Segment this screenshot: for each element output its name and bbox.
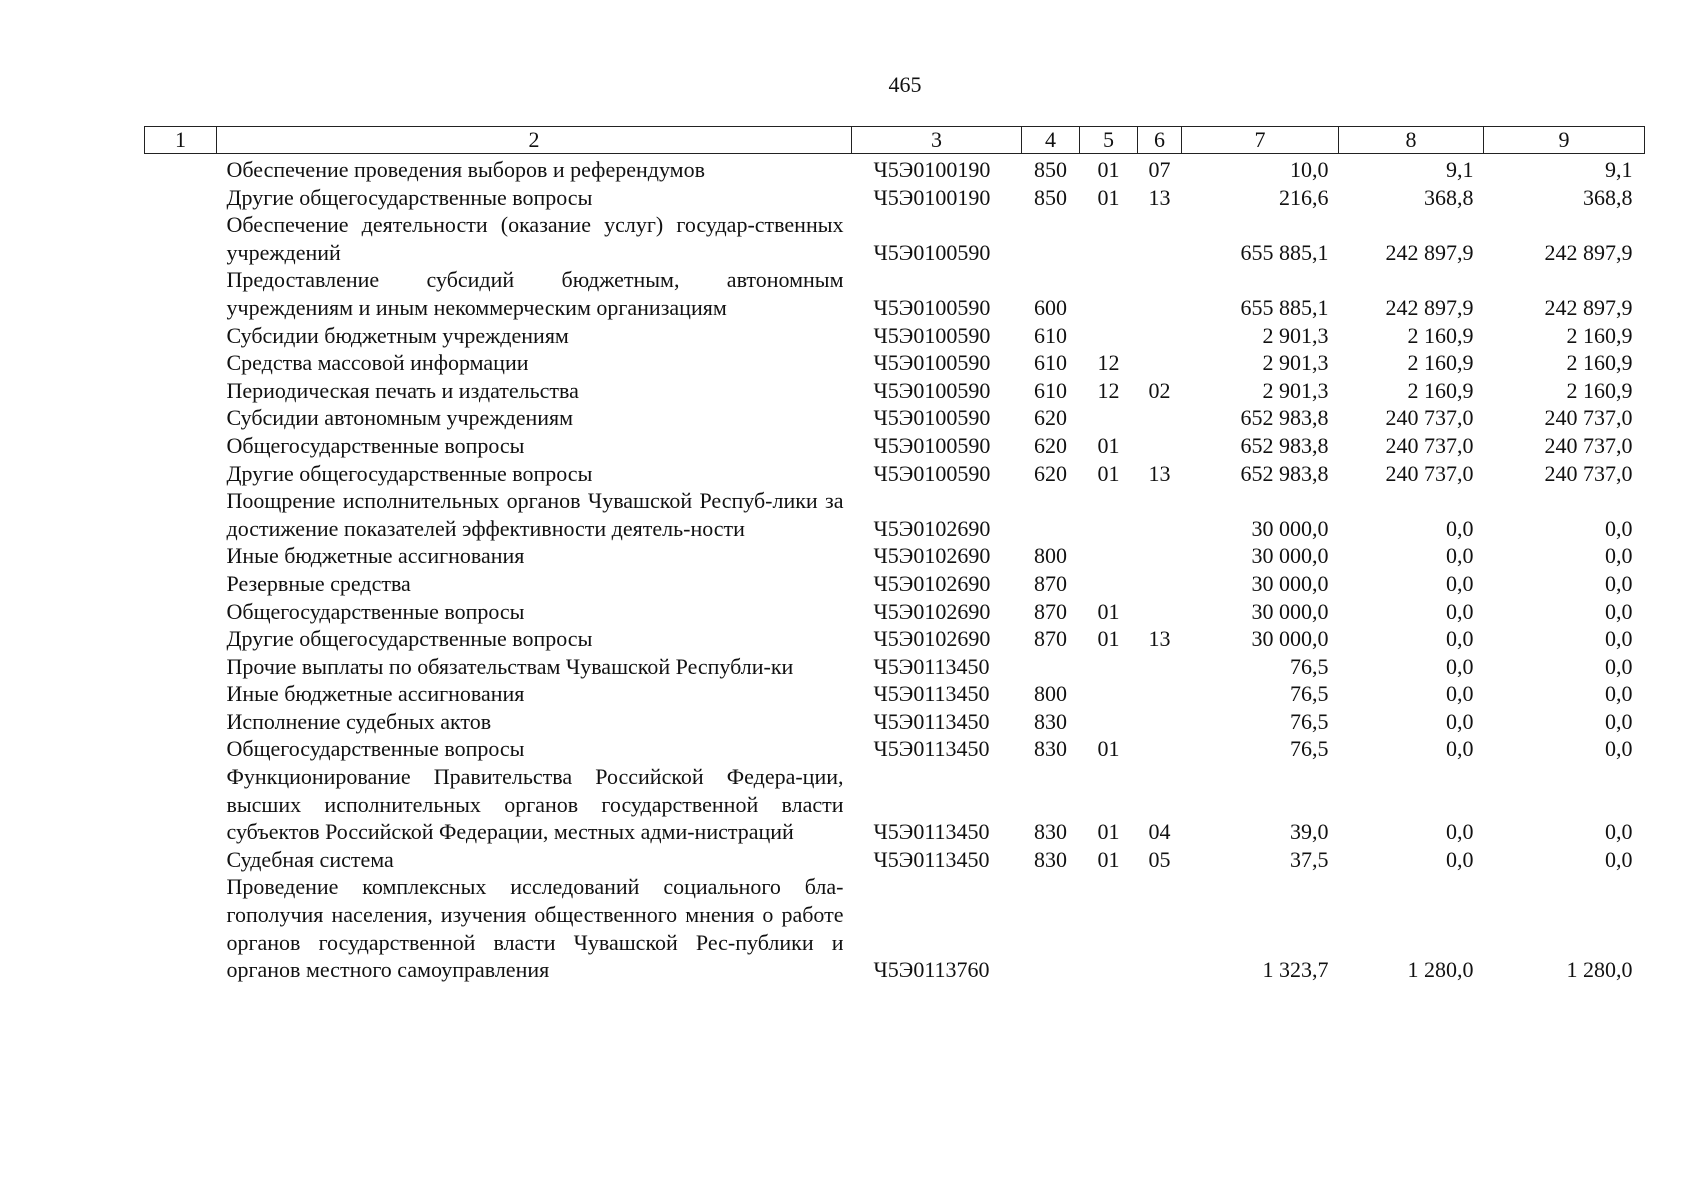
row-col-6 [1138,735,1182,763]
row-value-8: 0,0 [1446,543,1474,569]
row-col-5 [1080,404,1138,432]
row-code: Ч5Э0100590 [873,377,991,403]
row-col-1 [145,211,217,266]
row-value-7: 39,0 [1290,819,1329,845]
row-col-1 [145,154,217,184]
row-value-7: 652 983,8 [1240,460,1329,486]
row-value-7: 2 901,3 [1262,322,1329,348]
table-row [145,542,1645,570]
row-value-7: 652 983,8 [1240,432,1329,458]
row-col-5: 12 [1097,350,1120,376]
table-row [145,211,1645,266]
row-col-1 [145,570,217,598]
row-name: Другие общегосударственные вопросы [226,184,593,210]
row-value-9: 9,1 [1605,157,1633,182]
row-col-4: 850 [1034,184,1067,210]
row-col-1 [145,432,217,460]
row-value-9: 242 897,9 [1544,294,1633,320]
row-col-6 [1138,680,1182,708]
table-row [145,487,1645,542]
row-col-6: 13 [1148,460,1171,486]
table-header [145,127,1645,154]
row-col-1 [145,487,217,542]
row-col-4: 870 [1034,626,1067,652]
header-col-1: 1 [145,127,217,154]
row-value-7: 76,5 [1290,736,1329,762]
row-col-1 [145,266,217,321]
row-value-8: 0,0 [1446,736,1474,762]
table-row [145,625,1645,653]
row-col-1 [145,322,217,350]
row-col-6: 04 [1148,819,1171,845]
row-col-6 [1138,266,1182,321]
table-row [145,873,1645,983]
row-value-8: 240 737,0 [1385,460,1474,486]
row-name: Обеспечение деятельности (оказание услуг) государ-ственных учреждений [226,212,844,265]
row-col-6 [1138,708,1182,736]
row-code: Ч5Э0102690 [873,570,991,596]
table-row [145,154,1645,184]
row-value-8: 2 160,9 [1407,377,1474,403]
row-col-1 [145,735,217,763]
row-col-5: 12 [1097,377,1120,403]
header-col-4: 4 [1022,127,1080,154]
row-value-7: 655 885,1 [1240,294,1329,320]
row-value-9: 0,0 [1605,653,1633,679]
row-value-8: 0,0 [1446,515,1474,541]
page-number: 465 [888,72,922,97]
row-code: Ч5Э0102690 [873,626,991,652]
table-row [145,708,1645,736]
row-col-6 [1138,570,1182,598]
row-col-4: 800 [1034,543,1067,569]
row-col-5 [1080,487,1138,542]
row-col-5 [1080,680,1138,708]
row-col-5: 01 [1097,736,1120,762]
row-value-9: 0,0 [1605,819,1633,845]
row-col-6 [1138,487,1182,542]
header-col-9: 9 [1484,127,1645,154]
row-col-1 [145,873,217,983]
table-row [145,570,1645,598]
row-code: Ч5Э0113450 [873,653,990,679]
row-col-5: 01 [1097,846,1120,872]
row-col-4: 870 [1034,598,1067,624]
row-name: Проведение комплексных исследований социального бла-гополучия населения, изучения общественного мнения о работе органов государственной власти Чувашской Рес-публики и органов местного самоуправления [226,874,844,983]
row-name: Субсидии бюджетным учреждениям [226,322,569,348]
row-col-6 [1138,653,1182,681]
row-value-9: 2 160,9 [1566,322,1633,348]
row-value-7: 76,5 [1290,708,1329,734]
header-col-6: 6 [1138,127,1182,154]
row-value-8: 0,0 [1446,570,1474,596]
row-code: Ч5Э0113450 [873,819,990,845]
row-value-7: 652 983,8 [1240,405,1329,431]
row-value-8: 9,1 [1446,157,1474,182]
table-row [145,266,1645,321]
row-col-6 [1138,542,1182,570]
row-code: Ч5Э0102690 [873,598,991,624]
row-value-8: 0,0 [1446,681,1474,707]
row-name: Периодическая печать и издательства [226,377,579,403]
row-col-1 [145,349,217,377]
row-value-9: 0,0 [1605,515,1633,541]
row-col-1 [145,598,217,626]
row-value-9: 0,0 [1605,598,1633,624]
header-col-2: 2 [217,127,852,154]
row-col-5 [1080,873,1138,983]
row-col-5: 01 [1097,598,1120,624]
row-value-7: 1 323,7 [1262,957,1329,983]
header-col-7: 7 [1182,127,1339,154]
row-col-5: 01 [1097,157,1120,182]
row-code: Ч5Э0100590 [873,322,991,348]
row-col-1 [145,404,217,432]
row-value-8: 0,0 [1446,819,1474,845]
row-code: Ч5Э0100190 [873,157,991,182]
row-col-4: 830 [1034,846,1067,872]
row-col-6 [1138,322,1182,350]
row-col-4: 870 [1034,570,1067,596]
row-col-5 [1080,211,1138,266]
row-col-6 [1138,432,1182,460]
row-col-1 [145,846,217,874]
row-value-7: 30 000,0 [1251,570,1329,596]
row-col-4: 850 [1034,157,1067,182]
row-value-7: 2 901,3 [1262,377,1329,403]
row-code: Ч5Э0113450 [873,846,990,872]
row-col-1 [145,763,217,846]
row-name: Средства массовой информации [226,350,529,376]
row-value-8: 1 280,0 [1407,957,1474,983]
row-value-9: 0,0 [1605,626,1633,652]
row-code: Ч5Э0113760 [873,957,990,983]
row-name: Общегосударственные вопросы [226,432,525,458]
row-value-9: 0,0 [1605,681,1633,707]
header-col-3: 3 [852,127,1022,154]
row-name: Судебная система [226,846,394,872]
row-col-1 [145,625,217,653]
row-col-4 [1022,211,1080,266]
header-col-8: 8 [1339,127,1484,154]
row-value-9: 1 280,0 [1566,957,1633,983]
row-value-8: 240 737,0 [1385,432,1474,458]
row-code: Ч5Э0113450 [873,708,990,734]
row-value-8: 0,0 [1446,598,1474,624]
row-col-5 [1080,708,1138,736]
row-name: Иные бюджетные ассигнования [226,543,525,569]
row-name: Предоставление субсидий бюджетным, автономным учреждениям и иным некоммерческим организациям [226,267,844,320]
row-col-5: 01 [1097,460,1120,486]
row-col-4: 610 [1034,350,1067,376]
table-row [145,653,1645,681]
row-name: Другие общегосударственные вопросы [226,460,593,486]
row-col-5 [1080,570,1138,598]
row-value-7: 76,5 [1290,653,1329,679]
row-col-4: 610 [1034,377,1067,403]
table-row [145,846,1645,874]
header-col-5: 5 [1080,127,1138,154]
row-name: Резервные средства [226,570,411,596]
table-row [145,680,1645,708]
row-col-1 [145,184,217,212]
row-col-5: 01 [1097,184,1120,210]
row-col-1 [145,680,217,708]
row-col-6 [1138,211,1182,266]
row-value-7: 76,5 [1290,681,1329,707]
row-col-4: 620 [1034,405,1067,431]
row-value-7: 655 885,1 [1240,239,1329,265]
row-name: Общегосударственные вопросы [226,736,525,762]
row-value-9: 240 737,0 [1544,405,1633,431]
row-code: Ч5Э0100590 [873,460,991,486]
row-col-5 [1080,322,1138,350]
budget-table [144,126,1645,984]
row-value-8: 0,0 [1446,653,1474,679]
table-row [145,184,1645,212]
row-col-6: 07 [1148,157,1171,182]
row-value-7: 216,6 [1279,184,1329,210]
row-col-4: 620 [1034,432,1067,458]
row-value-9: 240 737,0 [1544,432,1633,458]
row-value-8: 0,0 [1446,708,1474,734]
table-row [145,349,1645,377]
row-value-9: 0,0 [1605,708,1633,734]
row-value-7: 30 000,0 [1251,626,1329,652]
table-body [145,154,1645,984]
row-code: Ч5Э0100190 [873,184,991,210]
row-col-4: 830 [1034,736,1067,762]
table-row [145,598,1645,626]
row-name: Прочие выплаты по обязательствам Чувашской Республи-ки [226,653,794,679]
row-col-4: 610 [1034,322,1067,348]
row-col-6 [1138,873,1182,983]
table-row [145,735,1645,763]
row-col-6: 02 [1148,377,1171,403]
row-col-6: 13 [1148,626,1171,652]
row-value-8: 368,8 [1424,184,1474,210]
row-code: Ч5Э0100590 [873,239,991,265]
row-value-7: 2 901,3 [1262,350,1329,376]
row-col-5: 01 [1097,432,1120,458]
row-col-6 [1138,349,1182,377]
row-value-7: 10,0 [1290,157,1329,182]
row-value-8: 2 160,9 [1407,322,1474,348]
row-value-7: 30 000,0 [1251,543,1329,569]
table-row [145,763,1645,846]
row-name: Субсидии автономным учреждениям [226,405,574,431]
row-col-4: 830 [1034,708,1067,734]
row-col-1 [145,542,217,570]
row-col-5: 01 [1097,626,1120,652]
row-col-6: 05 [1148,846,1171,872]
row-col-4 [1022,487,1080,542]
row-value-9: 0,0 [1605,846,1633,872]
row-col-6 [1138,598,1182,626]
row-code: Ч5Э0100590 [873,350,991,376]
row-value-8: 242 897,9 [1385,294,1474,320]
table-row [145,432,1645,460]
row-col-4: 830 [1034,819,1067,845]
row-value-8: 242 897,9 [1385,239,1474,265]
row-code: Ч5Э0113450 [873,681,990,707]
table-row [145,460,1645,488]
row-col-5 [1080,266,1138,321]
table-row [145,377,1645,405]
row-value-9: 0,0 [1605,736,1633,762]
row-value-7: 30 000,0 [1251,515,1329,541]
row-value-7: 37,5 [1290,846,1329,872]
row-value-9: 2 160,9 [1566,350,1633,376]
row-name: Другие общегосударственные вопросы [226,626,593,652]
row-value-9: 0,0 [1605,543,1633,569]
row-name: Исполнение судебных актов [226,708,492,734]
row-code: Ч5Э0100590 [873,405,991,431]
row-value-9: 368,8 [1583,184,1633,210]
row-code: Ч5Э0100590 [873,294,991,320]
row-name: Поощрение исполнительных органов Чувашской Респуб-лики за достижение показателей эффективности деятель-ности [226,488,844,541]
row-col-6 [1138,404,1182,432]
row-col-1 [145,708,217,736]
row-value-7: 30 000,0 [1251,598,1329,624]
row-col-1 [145,653,217,681]
row-value-8: 0,0 [1446,846,1474,872]
row-col-4 [1022,873,1080,983]
row-col-4: 800 [1034,681,1067,707]
row-value-9: 240 737,0 [1544,460,1633,486]
row-col-4: 620 [1034,460,1067,486]
row-code: Ч5Э0102690 [873,543,991,569]
row-col-5 [1080,653,1138,681]
row-col-5: 01 [1097,819,1120,845]
row-value-8: 0,0 [1446,626,1474,652]
row-code: Ч5Э0100590 [873,432,991,458]
table-row [145,404,1645,432]
row-code: Ч5Э0102690 [873,515,991,541]
row-col-4 [1022,653,1080,681]
row-col-1 [145,460,217,488]
row-col-5 [1080,542,1138,570]
row-col-6: 13 [1148,184,1171,210]
table-row [145,322,1645,350]
row-col-4: 600 [1034,294,1067,320]
row-value-8: 2 160,9 [1407,350,1474,376]
row-value-9: 2 160,9 [1566,377,1633,403]
row-name: Функционирование Правительства Российской Федера-ции, высших исполнительных органов государственной власти субъектов Российской Федерации, местных адми-нистраций [226,764,844,845]
row-col-1 [145,377,217,405]
row-name: Иные бюджетные ассигнования [226,681,525,707]
row-value-9: 0,0 [1605,570,1633,596]
row-name: Общегосударственные вопросы [226,598,525,624]
row-value-9: 242 897,9 [1544,239,1633,265]
row-value-8: 240 737,0 [1385,405,1474,431]
row-name: Обеспечение проведения выборов и референдумов [226,157,705,182]
row-code: Ч5Э0113450 [873,736,990,762]
